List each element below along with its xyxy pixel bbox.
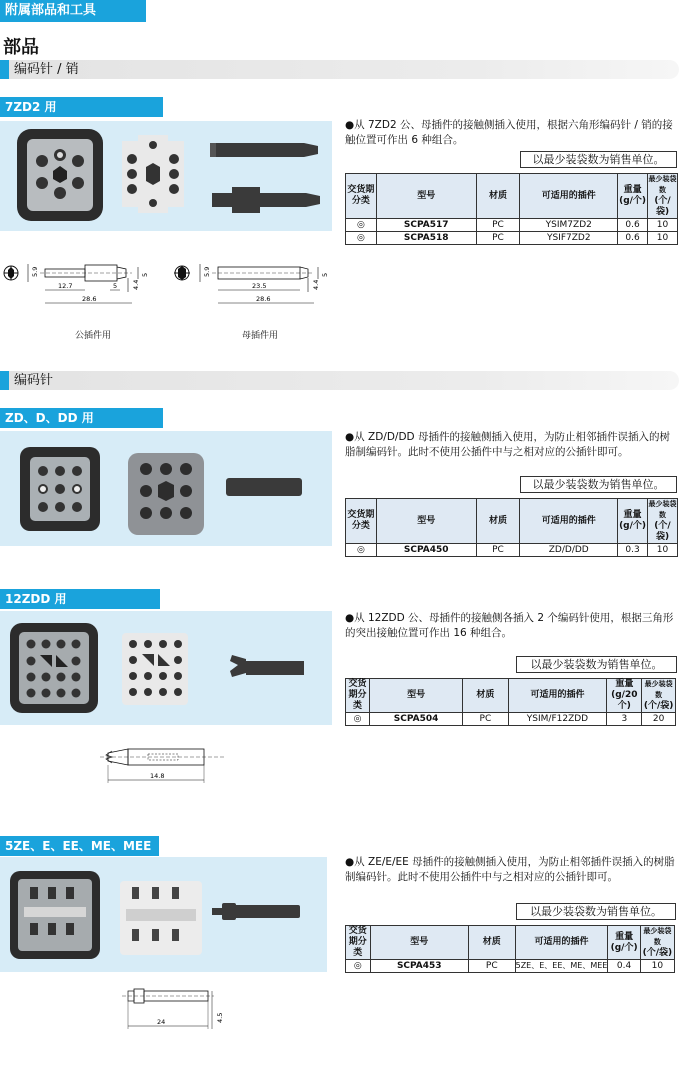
dimension-drawing-male	[0, 248, 170, 318]
svg-text:5: 5	[141, 272, 149, 277]
caption-male: 公插件用	[75, 331, 112, 341]
svg-text:5.9: 5.9	[203, 266, 211, 277]
dimension-drawing-5ze-e	[120, 985, 224, 1035]
spec-table-zd-d-dd: 交货期分类 型号 材质 可适用的插件 重量 (g/个) 最少装袋数 (个/袋) ◎ SCPA450 PC ZD/D/DD 0.3 10	[347, 500, 677, 555]
table-row: ◎ SCPA453 PC 5ZE、E、EE、ME、MEE 0.4 10	[346, 960, 675, 973]
svg-text:4.4: 4.4	[132, 279, 140, 290]
svg-text:5: 5	[321, 272, 329, 277]
spec-table-5ze-e: 交货期分类 型号 材质 可适用的插件 重量 (g/个) 最少装袋数 (个/袋) ◎ SCPA453 PC 5ZE、E、EE、ME、MEE 0.4 10	[345, 925, 675, 973]
product-photo-zd-d-dd	[0, 431, 332, 546]
section-bar-coding-pin-slot: 编码针 / 销	[0, 60, 679, 79]
svg-text:28.6: 28.6	[256, 295, 271, 303]
table-row: ◎ SCPA517 PC YSIM7ZD2 0.6 10	[346, 219, 678, 232]
spec-table-12zdd: 交货期分类 型号 材质 可适用的插件 重量 (g/20个) 最少装袋数 (个/袋) ◎ SCPA504 PC YSIM/F12ZDD 3 20	[345, 678, 676, 726]
description-5ze-e: ●从 ZE/E/EE 母插件的接触侧插入使用，为防止相邻插件误插入的树脂制编码针。此时不使用公插件中与之相对应的公插针即可。	[345, 856, 675, 883]
product-photo-7zd2	[0, 121, 332, 231]
description-12zdd: ●从 12ZDD 公、母插件的接触侧各插入 2 个编码针使用，根据三角形的突出接触位置可作出 16 种组合。	[345, 612, 674, 639]
caption-female: 母插件用	[242, 331, 279, 341]
block-tag-12zdd: 12ZDD 用	[0, 589, 160, 609]
svg-text:5.9: 5.9	[31, 266, 39, 277]
spec-table-7zd2: 交货期分类 型号 材质 可适用的插件 重量 (g/个) 最少装袋数 (个/袋) ◎ SCPA517 PC YSIM7ZD2 0.6 10 ◎ SCPA518 PC YSIF7ZD2 0.6 10	[347, 175, 677, 243]
svg-text:4.4: 4.4	[312, 279, 320, 290]
svg-text:28.6: 28.6	[82, 295, 97, 303]
svg-text:14.8: 14.8	[150, 772, 165, 780]
dimension-drawing-12zdd	[98, 737, 228, 789]
section-bar-coding-pin: 编码针	[0, 371, 679, 390]
moq-note-zd-d-dd: 以最少装袋数为销售单位。	[520, 476, 677, 493]
block-tag-5ze-e: 5ZE、E、EE、ME、MEE	[0, 836, 159, 856]
description-zd-d-dd: ●从 ZD/D/DD 母插件的接触侧插入使用，为防止相邻插件误插入的树脂制编码针。此时不使用公插件中与之相对应的公插针即可。	[345, 431, 670, 458]
svg-text:5: 5	[113, 282, 118, 290]
description-7zd2: ●从 7ZD2 公、母插件的接触侧插入使用，根据六角形编码针 / 销的接触位置可作出 6 种组合。	[345, 119, 673, 146]
page-title: 部品	[3, 37, 39, 58]
block-tag-zd-d-dd: ZD、D、DD 用	[0, 408, 163, 428]
product-photo-12zdd	[0, 611, 332, 725]
table-row: ◎ SCPA504 PC YSIM/F12ZDD 3 20	[346, 713, 676, 726]
moq-note-7zd2: 以最少装袋数为销售单位。	[520, 151, 677, 168]
moq-note-12zdd: 以最少装袋数为销售单位。	[516, 656, 677, 673]
category-tag: 附属部品和工具	[0, 0, 146, 22]
moq-note-5ze-e: 以最少装袋数为销售单位。	[516, 903, 676, 920]
table-row: ◎ SCPA518 PC YSIF7ZD2 0.6 10	[346, 232, 678, 245]
block-tag-7zd2: 7ZD2 用	[0, 97, 163, 117]
product-photo-5ze-e	[0, 857, 327, 972]
dimension-drawing-female	[168, 248, 340, 318]
table-row: ◎ SCPA450 PC ZD/D/DD 0.3 10	[346, 544, 678, 557]
svg-text:12.7: 12.7	[58, 282, 73, 290]
svg-text:24: 24	[157, 1018, 166, 1026]
svg-text:23.5: 23.5	[252, 282, 267, 290]
svg-text:4.5: 4.5	[216, 1012, 224, 1023]
